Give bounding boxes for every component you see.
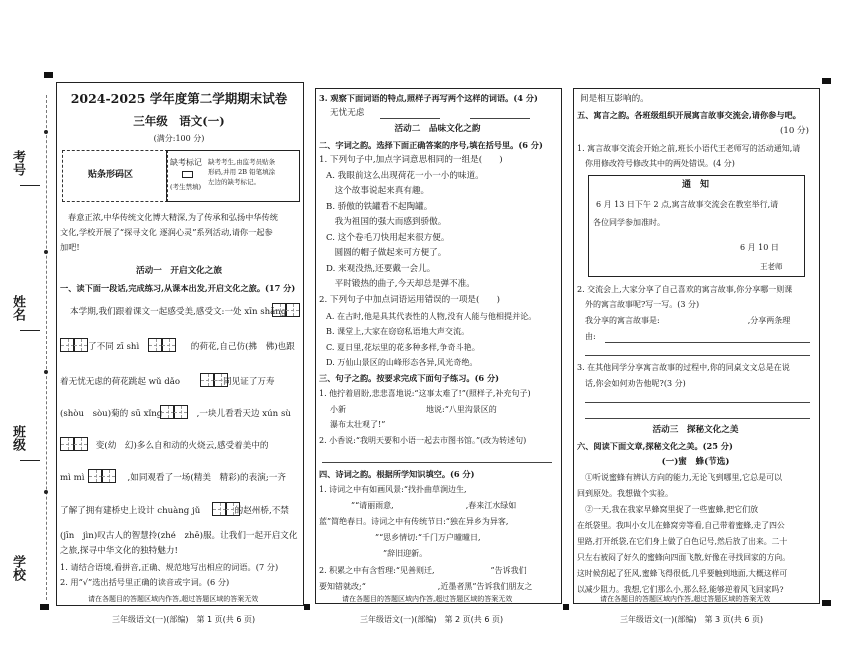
alignment-mark bbox=[822, 78, 831, 84]
alignment-mark bbox=[822, 600, 831, 606]
activity-2-heading: 活动二 品味文化之韵 bbox=[394, 124, 481, 134]
page-number: 三年级语文(一)(部编) 第 3 页(共 6 页) bbox=[620, 615, 764, 624]
answer-line bbox=[380, 118, 440, 119]
answer-line bbox=[470, 118, 530, 119]
answer-line bbox=[322, 462, 552, 463]
option: 我为祖国的强大而感到骄傲。 bbox=[326, 217, 447, 227]
answer-grid[interactable] bbox=[213, 373, 228, 387]
intro-line: 文化,学校开展了“探寻文化 逐润心灵”系列活动,请你一起参 bbox=[60, 227, 273, 237]
section-4-line: ”“请丽雨意, ,春来江水绿如 bbox=[319, 501, 517, 510]
section-5-q2-reason: 由: bbox=[585, 332, 596, 341]
section-3-q2: 2. 小香说:“我明天要和小语一起去市图书馆。”(改为转述句) bbox=[319, 436, 527, 445]
section-5-score: (10 分) bbox=[780, 126, 809, 136]
section-3-heading: 三、句子之韵。按要求完成下面句子练习。(6 分) bbox=[319, 373, 500, 383]
footer-warning: 请在各题目的答题区域内作答,超过答题区域的答案无效 bbox=[600, 595, 771, 603]
notice-date: 6 月 10 日 bbox=[740, 243, 779, 252]
intro-line: 加吧! bbox=[60, 242, 80, 252]
passage-line: 着无忧无虑的荷花跳起 wǔ dǎo 一同见证了万寿 bbox=[60, 377, 275, 387]
passage-line: (jīn jìn)叹古人的智慧拎(zhé zhē)服。让我们一起开启文化 bbox=[60, 531, 298, 541]
intro-line: 春意正浓,中华传统文化博大精深,为了传承和弘扬中华传统 bbox=[68, 212, 278, 222]
notice-body: 6 月 13 日下午 2 点,寓言故事交流会在教室举行,请 bbox=[596, 200, 779, 209]
absent-instruction: 缺考考生,由监考员贴条 bbox=[208, 158, 276, 166]
section-5-q3: 3. 在其他同学分享寓言故事的过程中,你的同桌文文总是在说 bbox=[577, 363, 790, 372]
margin-label-school: 学校 bbox=[10, 555, 25, 581]
section-2-q1: 1. 下列句子中,加点字词意思相同的一组是( ) bbox=[319, 155, 503, 165]
notice-title: 通 知 bbox=[681, 180, 709, 190]
page-number: 三年级语文(一)(部编) 第 1 页(共 6 页) bbox=[112, 615, 256, 624]
section-3-q1-tail: 瀑布太壮观了!” bbox=[330, 420, 386, 429]
article-line: 这时候刮起了狂风,蜜蜂飞得很低,几乎要触到地面,大概这样可 bbox=[577, 569, 788, 578]
passage-line: 之旅,探寻中华文化的独特魅力! bbox=[60, 546, 178, 556]
binding-dot bbox=[44, 130, 48, 134]
binding-dot bbox=[44, 370, 48, 374]
section-5-q1: 1. 寓言故事交流会开始之前,班长小语代王老师写的活动通知,请 bbox=[577, 144, 801, 153]
answer-grid[interactable] bbox=[161, 338, 176, 352]
passage-line: 了解了拥有建桥史上设计 chuàng jǔ 的赵州桥,不禁 bbox=[60, 506, 289, 516]
absent-instruction: 左边的缺考标记。 bbox=[208, 178, 260, 186]
section-6-heading: 六、阅读下面文章,探秘文化之美。(25 分) bbox=[577, 441, 733, 451]
margin-label-exam-no: 考号 bbox=[10, 150, 25, 176]
article-line: 回到原处。我想做个实验。 bbox=[577, 489, 673, 498]
notice-body: 各位同学参加准时。 bbox=[593, 218, 665, 227]
continued-line: 间是相互影响的。 bbox=[580, 94, 649, 104]
absent-checkbox[interactable] bbox=[182, 171, 193, 178]
answer-line bbox=[585, 355, 810, 356]
section-4-q2b: 要知错就改;“ ,近墨者黑”告诉我们朋友之 bbox=[319, 582, 533, 591]
answer-grid[interactable] bbox=[101, 469, 116, 483]
option: D. 万仙山景区的山峰形态各异,风光奇绝。 bbox=[326, 357, 478, 367]
answer-line bbox=[585, 402, 810, 403]
alignment-mark bbox=[563, 604, 569, 610]
margin-label-name: 姓名 bbox=[10, 295, 25, 321]
activity-1-heading: 活动一 开启文化之旅 bbox=[136, 266, 222, 276]
article-line: 只左右被闷了好久的蜜蜂向四面飞散,好像在寻找回家的方向。 bbox=[577, 553, 790, 562]
question-1-2: 2. 用“√”选出括号里正确的读音或字词。(6 分) bbox=[60, 577, 230, 587]
option: 圆圆的帽子做起来可方便了。 bbox=[326, 248, 447, 258]
article-line: 里路,打开纸袋,在它们身上做了白色记号,然后放了出来。二十 bbox=[577, 537, 788, 546]
article-line: 在纸袋里。我叫小女儿在蜂窝旁等看,自己带着蜜蜂,走了四公 bbox=[577, 521, 785, 530]
option: B. 骄傲的铁罐看不起陶罐。 bbox=[326, 202, 433, 212]
alignment-mark bbox=[304, 604, 310, 610]
absent-mark-label: 缺考标记 bbox=[170, 158, 202, 167]
section-5-q2: 外的寓言故事呢?写一写。(3 分) bbox=[585, 300, 700, 309]
section-4-heading: 四、诗词之韵。根据所学知识填空。(6 分) bbox=[319, 469, 475, 479]
margin-line bbox=[20, 460, 40, 461]
passage-line: 变(幼 幻)多么自和动的火烧云,感受着美中的 bbox=[70, 441, 269, 451]
section-4-line: ”辞旧迎新。 bbox=[319, 549, 428, 558]
section-2-q2: 2. 下列句子中加点词语运用错误的一项是( ) bbox=[319, 295, 500, 305]
section-5-q3: 话,你会如何劝告他呢?(3 分) bbox=[585, 379, 686, 388]
footer-warning: 请在各题目的答题区域内作答,超过答题区域的答案无效 bbox=[88, 595, 259, 603]
question-1-1: 1. 请结合语境,看拼音,正确、规范地写出相应的词语。(7 分) bbox=[60, 562, 279, 572]
option: B. 课堂上,大家在窃窃私语地大声交流。 bbox=[326, 326, 470, 336]
option: A. 在古时,他是具其代表性的人物,没有人能与他相提并论。 bbox=[326, 311, 537, 321]
passage-line: 了不同 zī shì 的荷花,自己仿(拂 佛)也跟 bbox=[88, 342, 295, 352]
alignment-mark bbox=[44, 72, 53, 78]
exam-subtitle: 三年级 语文(一) bbox=[133, 114, 225, 128]
answer-line bbox=[605, 342, 810, 343]
activity-3-heading: 活动三 探秘文化之美 bbox=[652, 425, 739, 435]
question-1-heading: 一、读下面一段话,完成练习,从课本出发,开启文化之旅。(17 分) bbox=[60, 283, 296, 293]
section-4-line: 1. 诗词之中有如画风景:“找扑曲草涧边生, bbox=[319, 485, 467, 494]
article-title: (一)蜜 蜂(节选) bbox=[661, 457, 730, 467]
alignment-mark bbox=[40, 604, 49, 610]
example-word: 无忧无虑 bbox=[330, 108, 365, 118]
article-line: ①听说蜜蜂有辨认方向的能力,无论飞到哪里,它总是可以 bbox=[585, 473, 783, 482]
section-4-line: 蓝”简绝春日。诗词之中有传统节日:“独在异乡为异客, bbox=[319, 517, 509, 526]
section-4-q2: 2. 积累之中有含哲理:“见善则迁, ”告诉我们 bbox=[319, 566, 527, 575]
section-5-q2-blank: 我分享的寓言故事是: ,分享两条理 bbox=[585, 316, 791, 325]
absent-instruction: 形码,并用 2B 铅笔填涂 bbox=[208, 168, 276, 176]
notice-sign: 王老师 bbox=[760, 262, 783, 271]
barcode-label: 贴条形码区 bbox=[88, 170, 134, 180]
answer-grid[interactable] bbox=[173, 405, 188, 419]
binding-dot bbox=[44, 250, 48, 254]
option: C. 夏日里,花坛里的花多种多样,争奇斗艳。 bbox=[326, 342, 480, 352]
margin-label-class: 班级 bbox=[10, 425, 25, 451]
answer-grid[interactable] bbox=[225, 502, 240, 516]
section-5-q2: 2. 交流会上,大家分享了自己喜欢的寓言故事,你分享哪一则课 bbox=[577, 285, 793, 294]
option: D. 来观没热,还要戴一会儿。 bbox=[326, 264, 436, 274]
option: 平时锻热的曲子,今天却总是弹不准。 bbox=[326, 279, 475, 289]
page-number: 三年级语文(一)(部编) 第 2 页(共 6 页) bbox=[360, 615, 504, 624]
option: 这个故事说起来真有趣。 bbox=[326, 186, 430, 196]
footer-warning: 请在各题目的答题区域内作答,超过答题区域的答案无效 bbox=[342, 595, 513, 603]
margin-line bbox=[20, 185, 40, 186]
option: C. 这个卷毛刀快用起来很方便。 bbox=[326, 233, 450, 243]
section-4-line: ”“思乡情切:“千门万户曈曈日, bbox=[319, 533, 481, 542]
section-5-q1: 你用修改符号修改其中的两处错误。(4 分) bbox=[585, 159, 735, 168]
passage-line: (shòu sòu)菊的 sū xǐng ,一块儿看看天边 xún sù bbox=[60, 409, 291, 419]
binding-dot bbox=[44, 490, 48, 494]
question-3: 3. 观察下面词语的特点,照样子再写两个这样的词语。(4 分) bbox=[319, 93, 538, 103]
binding-line bbox=[46, 95, 47, 600]
answer-grid[interactable] bbox=[73, 338, 88, 352]
section-3-q1-blank: 小新 地说:“八里沟景区的 bbox=[330, 405, 497, 414]
answer-grid[interactable] bbox=[285, 303, 300, 317]
exam-title: 2024-2025 学年度第二学期期末试卷 bbox=[70, 91, 288, 106]
section-2-heading: 二、字词之韵。选择下面正确答案的序号,填在括号里。(6 分) bbox=[319, 140, 543, 150]
passage-line: 本学期,我们跟着课文一起感受美,感受文:一处 xīn shǎng bbox=[70, 307, 287, 317]
passage-line: mì mì ,如同观看了一场(精美 精彩)的表演;一齐 bbox=[60, 473, 286, 483]
exam-score: (满分:100 分) bbox=[153, 134, 205, 143]
absent-note: (考生禁填) bbox=[170, 183, 202, 191]
answer-line bbox=[585, 418, 810, 419]
option: A. 我眼前这么出现荷花一小一小的味道。 bbox=[326, 171, 484, 181]
article-line: ②一天,我在我家早蜂窝里捉了一些蜜蜂,把它们放 bbox=[585, 505, 759, 514]
section-3-q1: 1. 他拧着眉盼,悲悲喜地说:“这事太难了!”(照样子,补充句子) bbox=[319, 389, 531, 398]
article-line: 以减少阻力。我想,它们那么小,那么轻,能够逆着风飞回家吗? bbox=[577, 585, 784, 594]
margin-line bbox=[20, 330, 40, 331]
section-5-heading: 五、寓言之韵。各班级组织开展寓言故事交流会,请你参与吧。 bbox=[577, 110, 801, 120]
